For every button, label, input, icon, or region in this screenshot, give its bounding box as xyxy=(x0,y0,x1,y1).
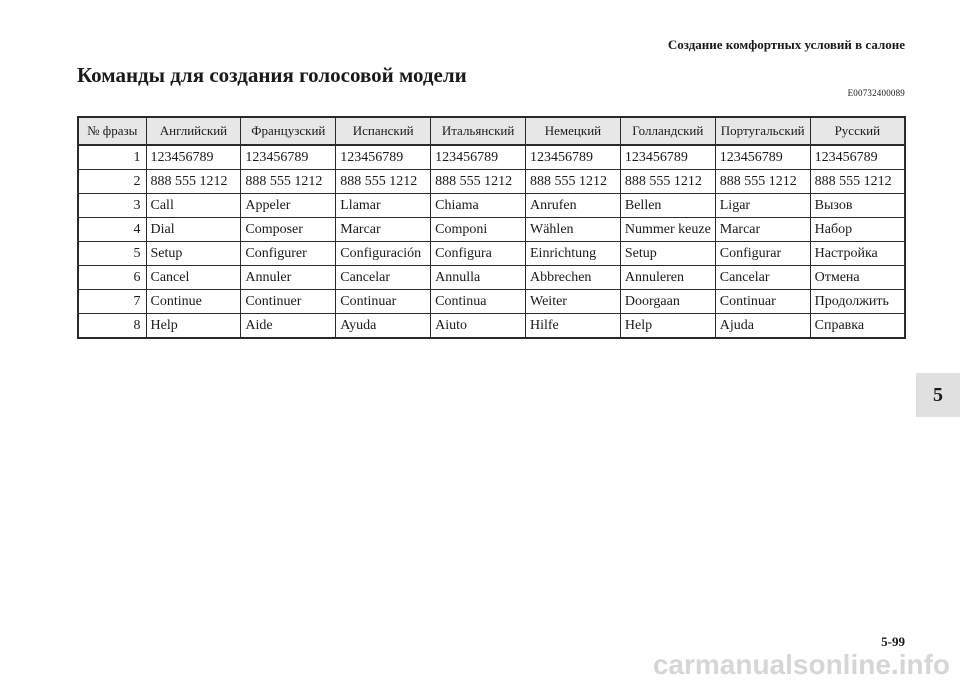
table-cell: Setup xyxy=(146,242,241,266)
table-row xyxy=(78,266,905,290)
table-cell: Aide xyxy=(241,314,336,339)
table-cell: Continua xyxy=(431,290,526,314)
table-cell: 888 555 1212 xyxy=(810,170,905,194)
table-cell: Call xyxy=(146,194,241,218)
table-cell: Cancelar xyxy=(336,266,431,290)
column-header-spanish: Испанский xyxy=(336,117,431,145)
table-cell: 8 xyxy=(78,314,146,339)
page-number: 5-99 xyxy=(881,634,905,649)
table-cell: Anrufen xyxy=(526,194,621,218)
table-row xyxy=(78,145,905,170)
table-cell: 123456789 xyxy=(715,145,810,170)
table-cell: Annuleren xyxy=(620,266,715,290)
table-cell: Continue xyxy=(146,290,241,314)
table-cell: Configuración xyxy=(336,242,431,266)
table-cell: 123456789 xyxy=(526,145,621,170)
table-cell: Einrichtung xyxy=(526,242,621,266)
table-cell: Llamar xyxy=(336,194,431,218)
table-cell: Справка xyxy=(810,314,905,339)
table-cell: 4 xyxy=(78,218,146,242)
table-cell: Продолжить xyxy=(810,290,905,314)
table-cell: 7 xyxy=(78,290,146,314)
table-cell: Nummer keuze xyxy=(620,218,715,242)
table-cell: Marcar xyxy=(336,218,431,242)
table-cell: Ayuda xyxy=(336,314,431,339)
table-cell: Отмена xyxy=(810,266,905,290)
table-cell: 888 555 1212 xyxy=(241,170,336,194)
table-cell: Configurer xyxy=(241,242,336,266)
table-cell: 123456789 xyxy=(336,145,431,170)
table-cell: 3 xyxy=(78,194,146,218)
table-cell: 888 555 1212 xyxy=(336,170,431,194)
table-cell: Ligar xyxy=(715,194,810,218)
chapter-number: 5 xyxy=(933,383,943,406)
table-cell: Weiter xyxy=(526,290,621,314)
table-cell: Hilfe xyxy=(526,314,621,339)
table-cell: 123456789 xyxy=(431,145,526,170)
table-cell: Componi xyxy=(431,218,526,242)
table-row xyxy=(78,314,905,339)
table-cell: Annulla xyxy=(431,266,526,290)
table-cell: 888 555 1212 xyxy=(620,170,715,194)
table-row xyxy=(78,290,905,314)
table-cell: Набор xyxy=(810,218,905,242)
table-cell: 1 xyxy=(78,145,146,170)
table-cell: Aiuto xyxy=(431,314,526,339)
table-cell: Annuler xyxy=(241,266,336,290)
column-header-french: Французский xyxy=(241,117,336,145)
table-row xyxy=(78,218,905,242)
table-cell: 123456789 xyxy=(810,145,905,170)
table-cell: Configurar xyxy=(715,242,810,266)
table-cell: 123456789 xyxy=(241,145,336,170)
table-cell: 123456789 xyxy=(620,145,715,170)
column-header-portuguese: Португальский xyxy=(715,117,810,145)
table-cell: 888 555 1212 xyxy=(715,170,810,194)
section-header: Создание комфортных условий в салоне xyxy=(667,37,905,52)
table-cell: Abbrechen xyxy=(526,266,621,290)
column-header-dutch: Голландский xyxy=(620,117,715,145)
column-header-italian: Итальянский xyxy=(431,117,526,145)
document-code: E00732400089 xyxy=(847,88,905,98)
table-cell: 888 555 1212 xyxy=(526,170,621,194)
table-cell: Marcar xyxy=(715,218,810,242)
table-cell: 2 xyxy=(78,170,146,194)
table-cell: Вызов xyxy=(810,194,905,218)
table-cell: 6 xyxy=(78,266,146,290)
table-cell: Bellen xyxy=(620,194,715,218)
table-cell: 888 555 1212 xyxy=(431,170,526,194)
voice-commands-table xyxy=(77,116,906,339)
chapter-tab xyxy=(916,373,960,417)
table-cell: Composer xyxy=(241,218,336,242)
table-row xyxy=(78,242,905,266)
table-cell: Chiama xyxy=(431,194,526,218)
table-row xyxy=(78,170,905,194)
column-header-russian: Русский xyxy=(810,117,905,145)
table-cell: Cancel xyxy=(146,266,241,290)
table-cell: Continuar xyxy=(336,290,431,314)
table-cell: 5 xyxy=(78,242,146,266)
table-cell: Configura xyxy=(431,242,526,266)
table-cell: Setup xyxy=(620,242,715,266)
table-cell: Ajuda xyxy=(715,314,810,339)
table-cell: Doorgaan xyxy=(620,290,715,314)
table-cell: 123456789 xyxy=(146,145,241,170)
page-title: Команды для создания голосовой модели xyxy=(77,63,467,87)
table-header-row xyxy=(78,117,905,145)
table-cell: Help xyxy=(620,314,715,339)
table-row xyxy=(78,194,905,218)
table-cell: Wählen xyxy=(526,218,621,242)
watermark: carmanualsonline.info xyxy=(652,649,950,680)
table-cell: Continuer xyxy=(241,290,336,314)
table-cell: Continuar xyxy=(715,290,810,314)
column-header-german: Немецкий xyxy=(526,117,621,145)
table-cell: 888 555 1212 xyxy=(146,170,241,194)
table-cell: Настройка xyxy=(810,242,905,266)
table-cell: Dial xyxy=(146,218,241,242)
table-cell: Help xyxy=(146,314,241,339)
column-header-english: Английский xyxy=(146,117,241,145)
column-header-phrase-number: № фразы xyxy=(78,117,146,145)
table-cell: Appeler xyxy=(241,194,336,218)
table-cell: Cancelar xyxy=(715,266,810,290)
